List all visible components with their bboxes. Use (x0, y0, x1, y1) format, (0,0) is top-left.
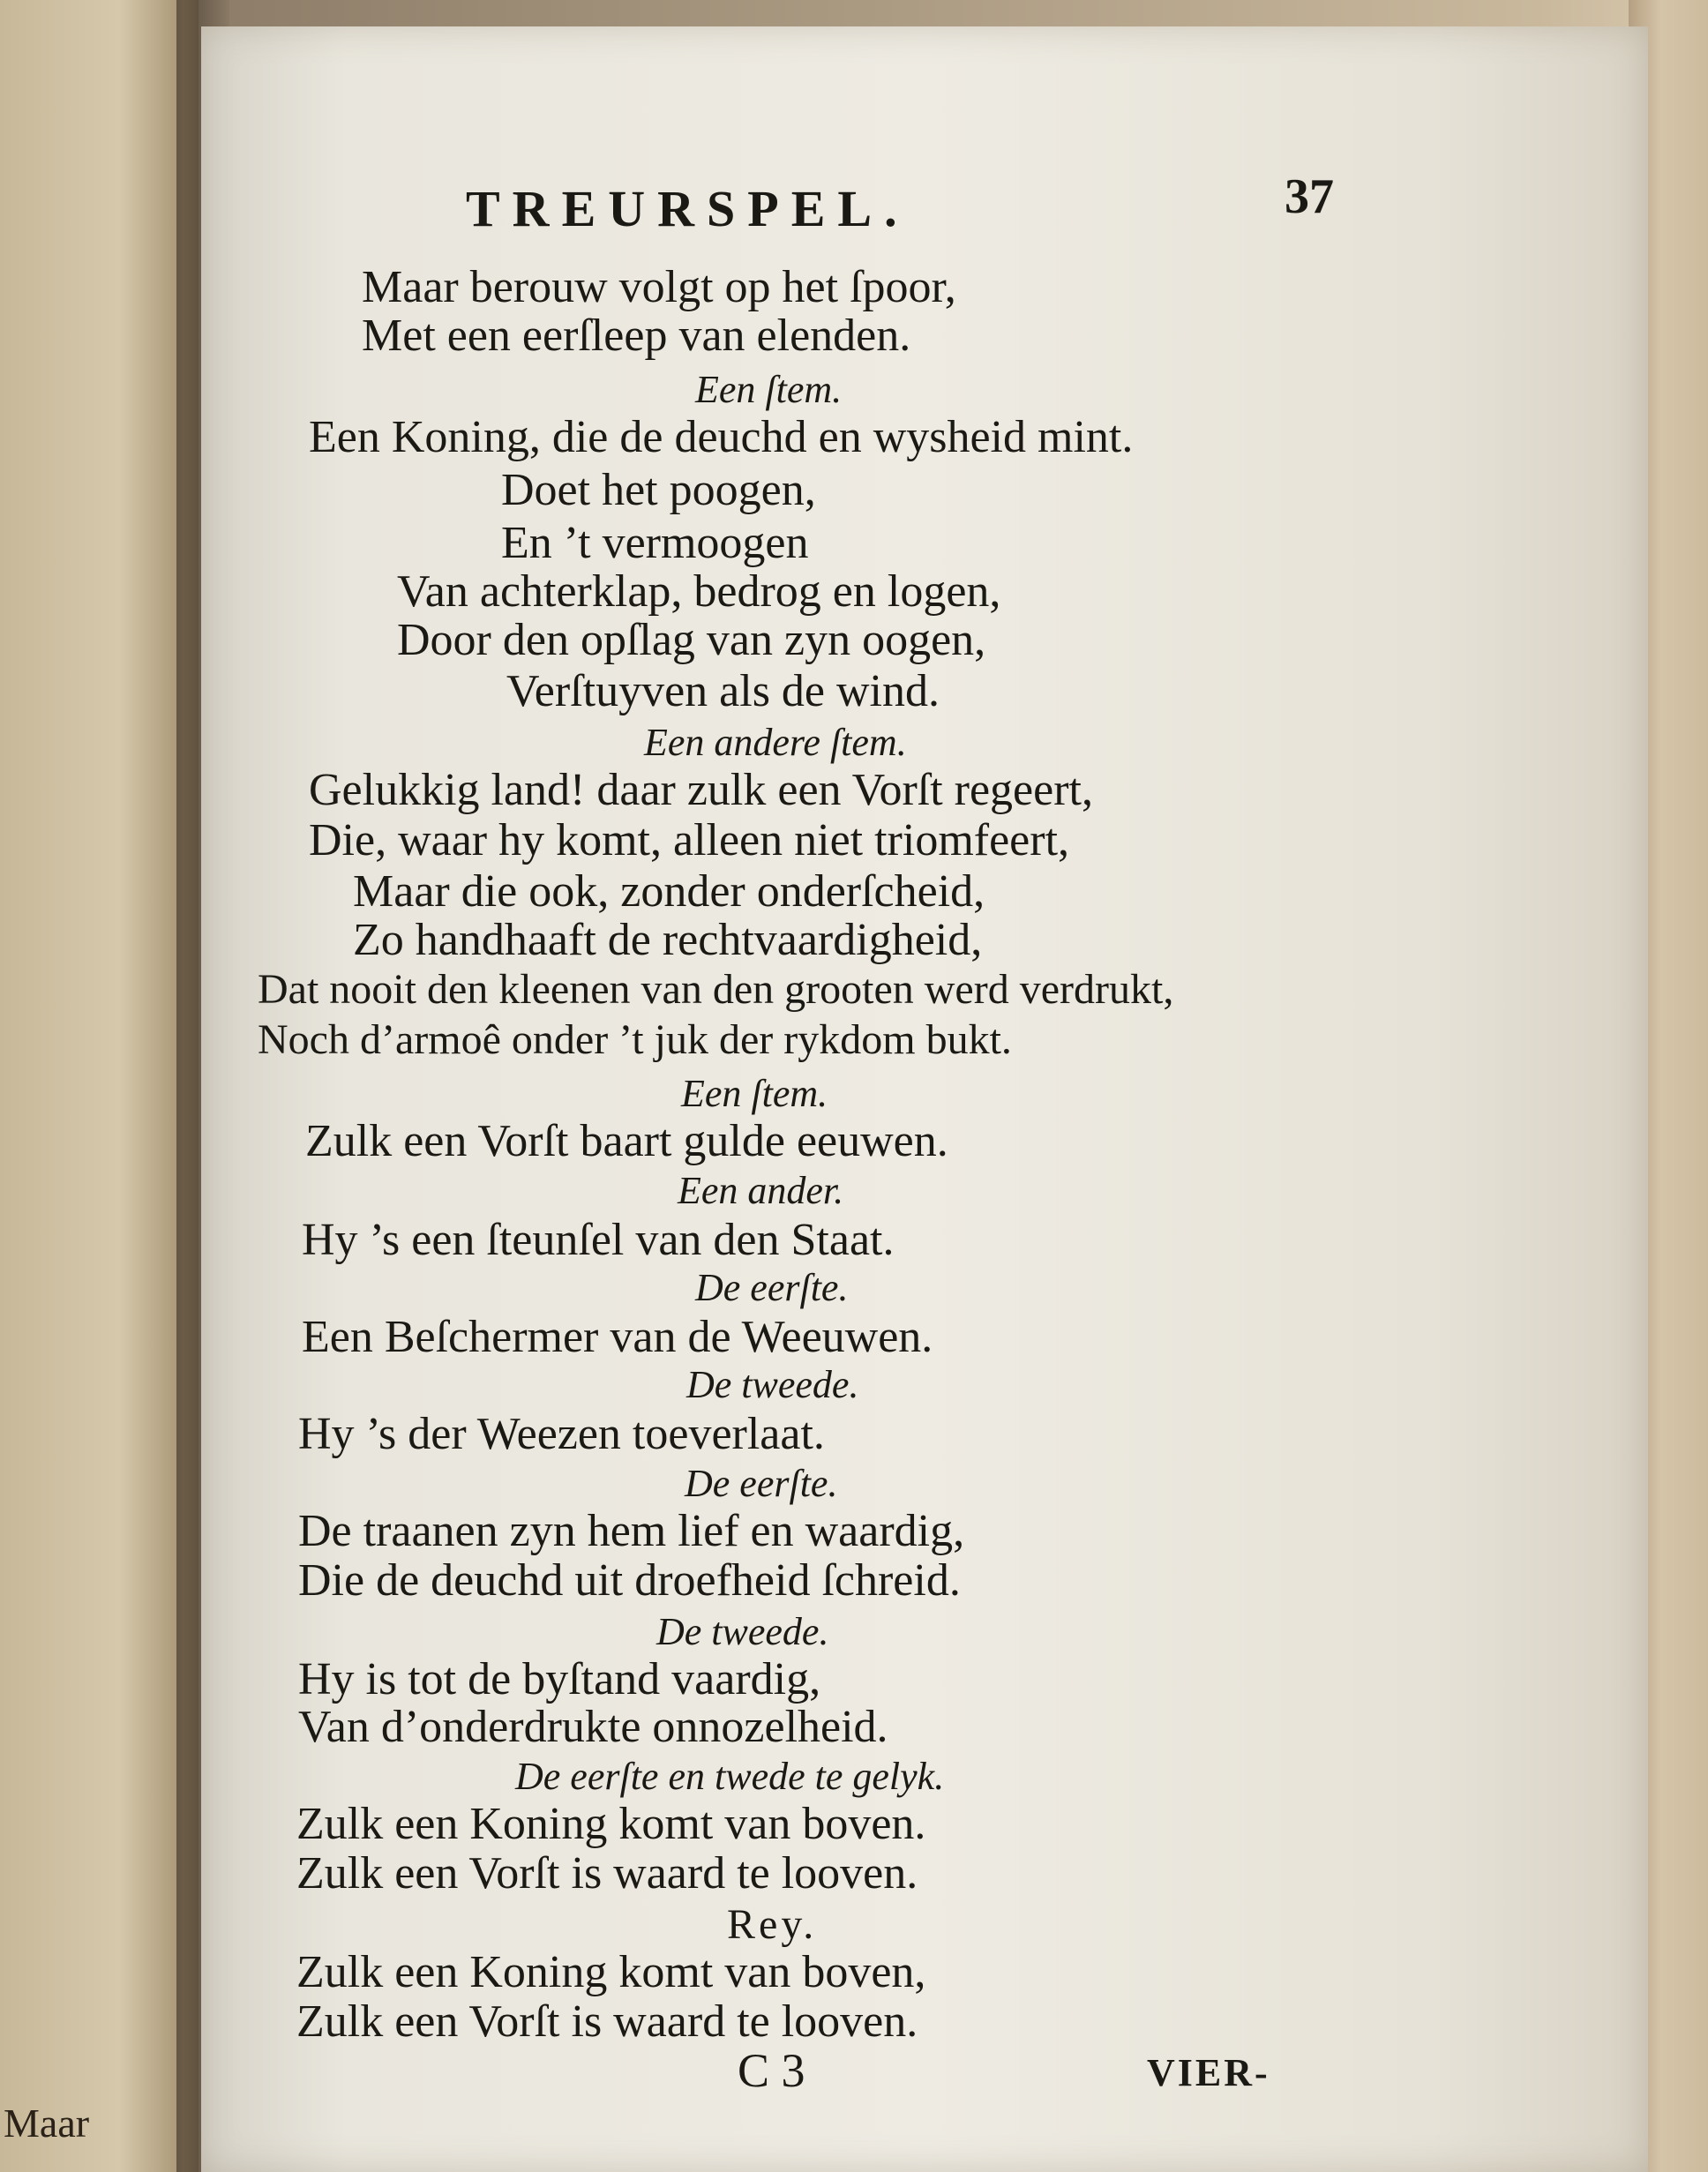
verse-line: Zulk een Vorſt is waard te looven. (296, 1848, 918, 1899)
verse-line: Hy is tot de byſtand vaardig, (298, 1654, 821, 1704)
signature-mark: C 3 (738, 2044, 805, 2097)
verse-line: Zulk een Koning komt van boven, (296, 1947, 926, 1997)
verse-line: Gelukkig land! daar zulk een Vorſt regeert, (309, 765, 1093, 815)
verse-line: Zo handhaaft de rechtvaardigheid, (353, 915, 983, 965)
speaker-label: De eerſte. (685, 1462, 838, 1505)
speaker-label: De eerſte en twede te gelyk. (515, 1755, 945, 1798)
verse-line: Verſtuyven als de wind. (506, 666, 940, 716)
speaker-label: Een ſtem. (681, 1072, 828, 1115)
speaker-label: De eerſte. (695, 1266, 849, 1309)
verse-line: Maar berouw volgt op het ſpoor, (362, 262, 956, 312)
verse-line: Hy ’s een ſteunſel van den Staat. (302, 1215, 895, 1265)
verse-line: Dat nooit den kleenen van den grooten werd verdrukt, (258, 966, 1174, 1013)
verse-line: Zulk een Vorſt is waard te looven. (296, 1996, 918, 2047)
verse-line: Met een eerſleep van elenden. (362, 311, 911, 361)
verse-line: Van achterklap, bedrog en logen, (397, 566, 1001, 617)
verse-line: En ’t vermoogen (501, 518, 809, 568)
catchword: VIER- (1147, 2051, 1270, 2094)
book-page (201, 26, 1648, 2172)
page-number: 37 (1285, 169, 1334, 224)
verse-line: Door den opſlag van zyn oogen, (397, 615, 986, 665)
verse-line: Van d’onderdrukte onnozelheid. (298, 1702, 888, 1752)
speaker-label: De tweede. (656, 1610, 829, 1653)
left-page-bottom-word: Maar (4, 2101, 90, 2146)
verse-line: Noch d’armoê onder ’t juk der rykdom bukt. (258, 1016, 1012, 1063)
verse-line: Die de deuchd uit droefheid ſchreid. (298, 1555, 961, 1606)
speaker-label: Een ander. (678, 1169, 844, 1212)
verse-line: Een Koning, die de deuchd en wysheid mint. (309, 412, 1134, 462)
left-page-edge (0, 0, 199, 2172)
verse-line: Doet het poogen, (501, 465, 816, 515)
verse-line: Een Beſchermer van de Weeuwen. (302, 1312, 933, 1362)
chorus-label: Rey. (727, 1901, 818, 1948)
verse-line: Zulk een Vorſt baart gulde eeuwen. (305, 1116, 948, 1166)
verse-line: De traanen zyn hem lief en waardig, (298, 1506, 965, 1556)
speaker-label: Een ſtem. (695, 368, 843, 411)
verse-line: Die, waar hy komt, alleen niet triomfeert, (309, 815, 1070, 865)
verse-line: Hy ’s der Weezen toeverlaat. (298, 1409, 825, 1459)
running-title: TREURSPEL. (466, 180, 910, 237)
speaker-label: De tweede. (686, 1363, 859, 1406)
verse-line: Zulk een Koning komt van boven. (296, 1799, 926, 1849)
verse-line: Maar die ook, zonder onderſcheid, (353, 866, 985, 917)
speaker-label: Een andere ſtem. (644, 721, 907, 764)
